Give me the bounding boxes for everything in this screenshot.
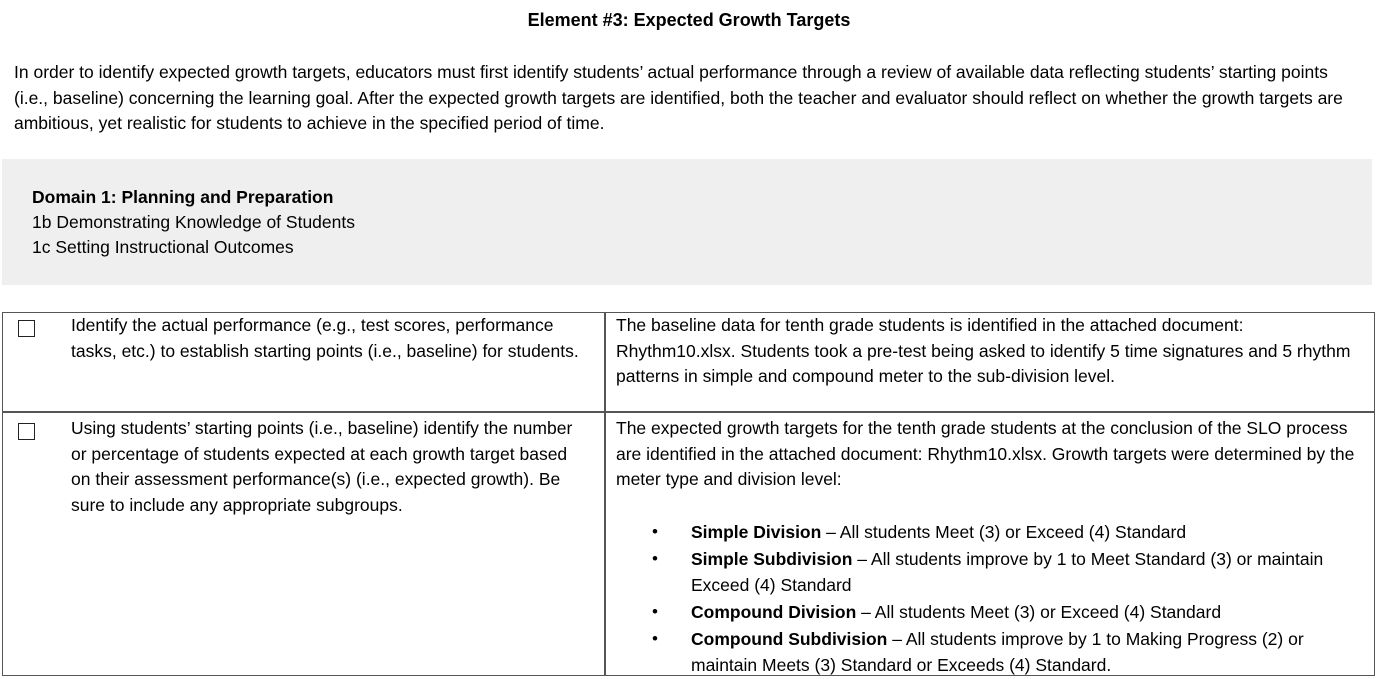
bullet-label: Simple Subdivision [691, 549, 853, 569]
list-item [616, 546, 1366, 598]
column-divider [604, 313, 606, 675]
row-divider [3, 411, 1374, 413]
row-2-checkbox[interactable] [18, 423, 35, 440]
bullet-icon: • [652, 522, 658, 541]
row-2-response: The expected growth targets for the tenth grade students at the conclusion of the SLO process are identified in the attached document: Rhythm10.xlsx. Growth targets were determined by the meter type and division level: [616, 418, 1355, 489]
bullet-icon: • [652, 549, 658, 568]
row-2-instruction: Using students’ starting points (i.e., baseline) identify the number or percentage of students expected at each growth target based on their assessment performance(s) (i.e., expected growth). Be sure to include any appropriate subgroups. [71, 418, 573, 515]
bullet-label: Simple Division [691, 522, 822, 542]
bullet-icon: • [652, 629, 658, 648]
bullet-text: – All students improve by 1 to Making Progress (2) or maintain Meets (3) Standard or Exceeds (4) Standard. [691, 629, 1304, 675]
bullet-text: – All students Meet (3) or Exceed (4) Standard [821, 522, 1187, 542]
row-1-instruction: Identify the actual performance (e.g., test scores, performance tasks, etc.) to establish starting points (i.e., baseline) for students. [71, 315, 579, 361]
intro-paragraph: In order to identify expected growth targets, educators must first identify students’ actual performance through a review of available data reflecting students’ starting points (i.e., baseline) concerning the learning goal. After the expected growth targets are identified, both the teacher and evaluator should reflect on whether the growth targets are ambitious, yet realistic for students to achieve in the specified period of time. [14, 62, 1343, 133]
list-item [616, 626, 1366, 678]
growth-target-list [616, 519, 1366, 679]
checklist-table [2, 312, 1375, 676]
domain-item: 1b Demonstrating Knowledge of Students [32, 212, 355, 232]
domain-heading: Domain 1: Planning and Preparation [32, 187, 334, 207]
domain-box [2, 159, 1372, 285]
row-1-checkbox[interactable] [18, 320, 35, 337]
bullet-text: – All students improve by 1 to Meet Standard (3) or maintain Exceed (4) Standard [691, 549, 1324, 595]
list-item [616, 599, 1366, 625]
domain-item: 1c Setting Instructional Outcomes [32, 237, 294, 257]
page-title: Element #3: Expected Growth Targets [527, 10, 851, 30]
bullet-label: Compound Division [691, 602, 857, 622]
bullet-icon: • [652, 602, 658, 621]
bullet-label: Compound Subdivision [691, 629, 888, 649]
row-1-response: The baseline data for tenth grade students is identified in the attached document: Rhythm10.xlsx. Students took a pre-test being asked to identify 5 time signatures and 5 rhythm patterns in simple and compound meter to the sub-division level. [616, 315, 1351, 386]
list-item [616, 519, 1366, 545]
bullet-text: – All students Meet (3) or Exceed (4) Standard [856, 602, 1222, 622]
